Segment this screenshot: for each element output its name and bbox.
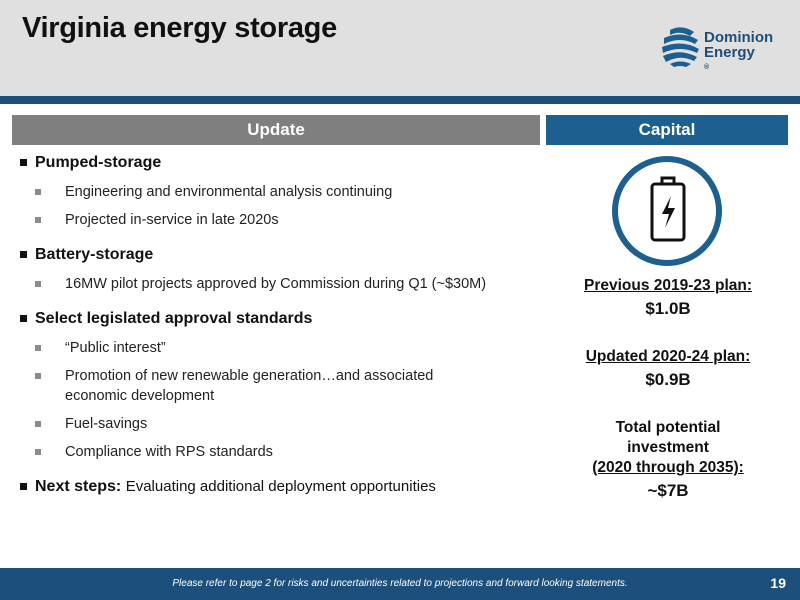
battery-icon xyxy=(645,176,691,244)
header-divider xyxy=(0,96,800,104)
list-item: Fuel-savings xyxy=(18,414,548,434)
list-item: 16MW pilot projects approved by Commission during Q1 (~$30M) xyxy=(18,274,548,294)
total-investment-value: ~$7B xyxy=(647,481,689,500)
next-steps-heading: Next steps: xyxy=(35,478,122,495)
updated-plan-block xyxy=(552,347,784,391)
capital-column-header: Capital xyxy=(546,115,788,145)
list-item: Promotion of new renewable generation…and associated economic development xyxy=(18,366,488,406)
updated-plan-value: $0.9B xyxy=(645,370,691,389)
update-column-header: Update xyxy=(12,115,540,145)
disclaimer-text: Please refer to page 2 for risks and uncertainties related to projections and forward looking statements. xyxy=(172,578,628,589)
page-number: 19 xyxy=(770,575,786,591)
previous-plan-block xyxy=(552,276,784,320)
total-investment-period: (2020 through 2035): xyxy=(592,459,744,476)
next-steps xyxy=(18,476,548,498)
pumped-storage-heading: Pumped-storage xyxy=(18,152,548,174)
legislated-standards-heading: Select legislated approval standards xyxy=(18,308,548,330)
page-title: Virginia energy storage xyxy=(22,12,337,44)
total-investment-line1: Total potential xyxy=(615,419,721,436)
previous-plan-value: $1.0B xyxy=(645,299,691,318)
update-content xyxy=(18,152,548,498)
updated-plan-label: Updated 2020-24 plan: xyxy=(585,348,751,365)
battery-storage-heading: Battery-storage xyxy=(18,244,548,266)
next-steps-text: Evaluating additional deployment opportunities xyxy=(125,478,436,495)
total-investment-block xyxy=(552,418,784,502)
list-item: Engineering and environmental analysis continuing xyxy=(18,182,548,202)
list-item: “Public interest” xyxy=(18,338,548,358)
list-item: Projected in-service in late 2020s xyxy=(18,210,548,230)
dominion-logo-icon xyxy=(660,24,700,68)
registered-mark: ® xyxy=(704,64,710,71)
previous-plan-label: Previous 2019-23 plan: xyxy=(584,277,752,294)
list-item: Compliance with RPS standards xyxy=(18,442,548,462)
slide-header xyxy=(0,0,800,96)
logo-text-line2: Energy xyxy=(704,44,755,61)
total-investment-line2: investment xyxy=(627,439,709,456)
slide-footer xyxy=(0,568,800,600)
dominion-energy-logo xyxy=(660,24,790,71)
logo-text-line1: Dominion xyxy=(704,29,774,46)
